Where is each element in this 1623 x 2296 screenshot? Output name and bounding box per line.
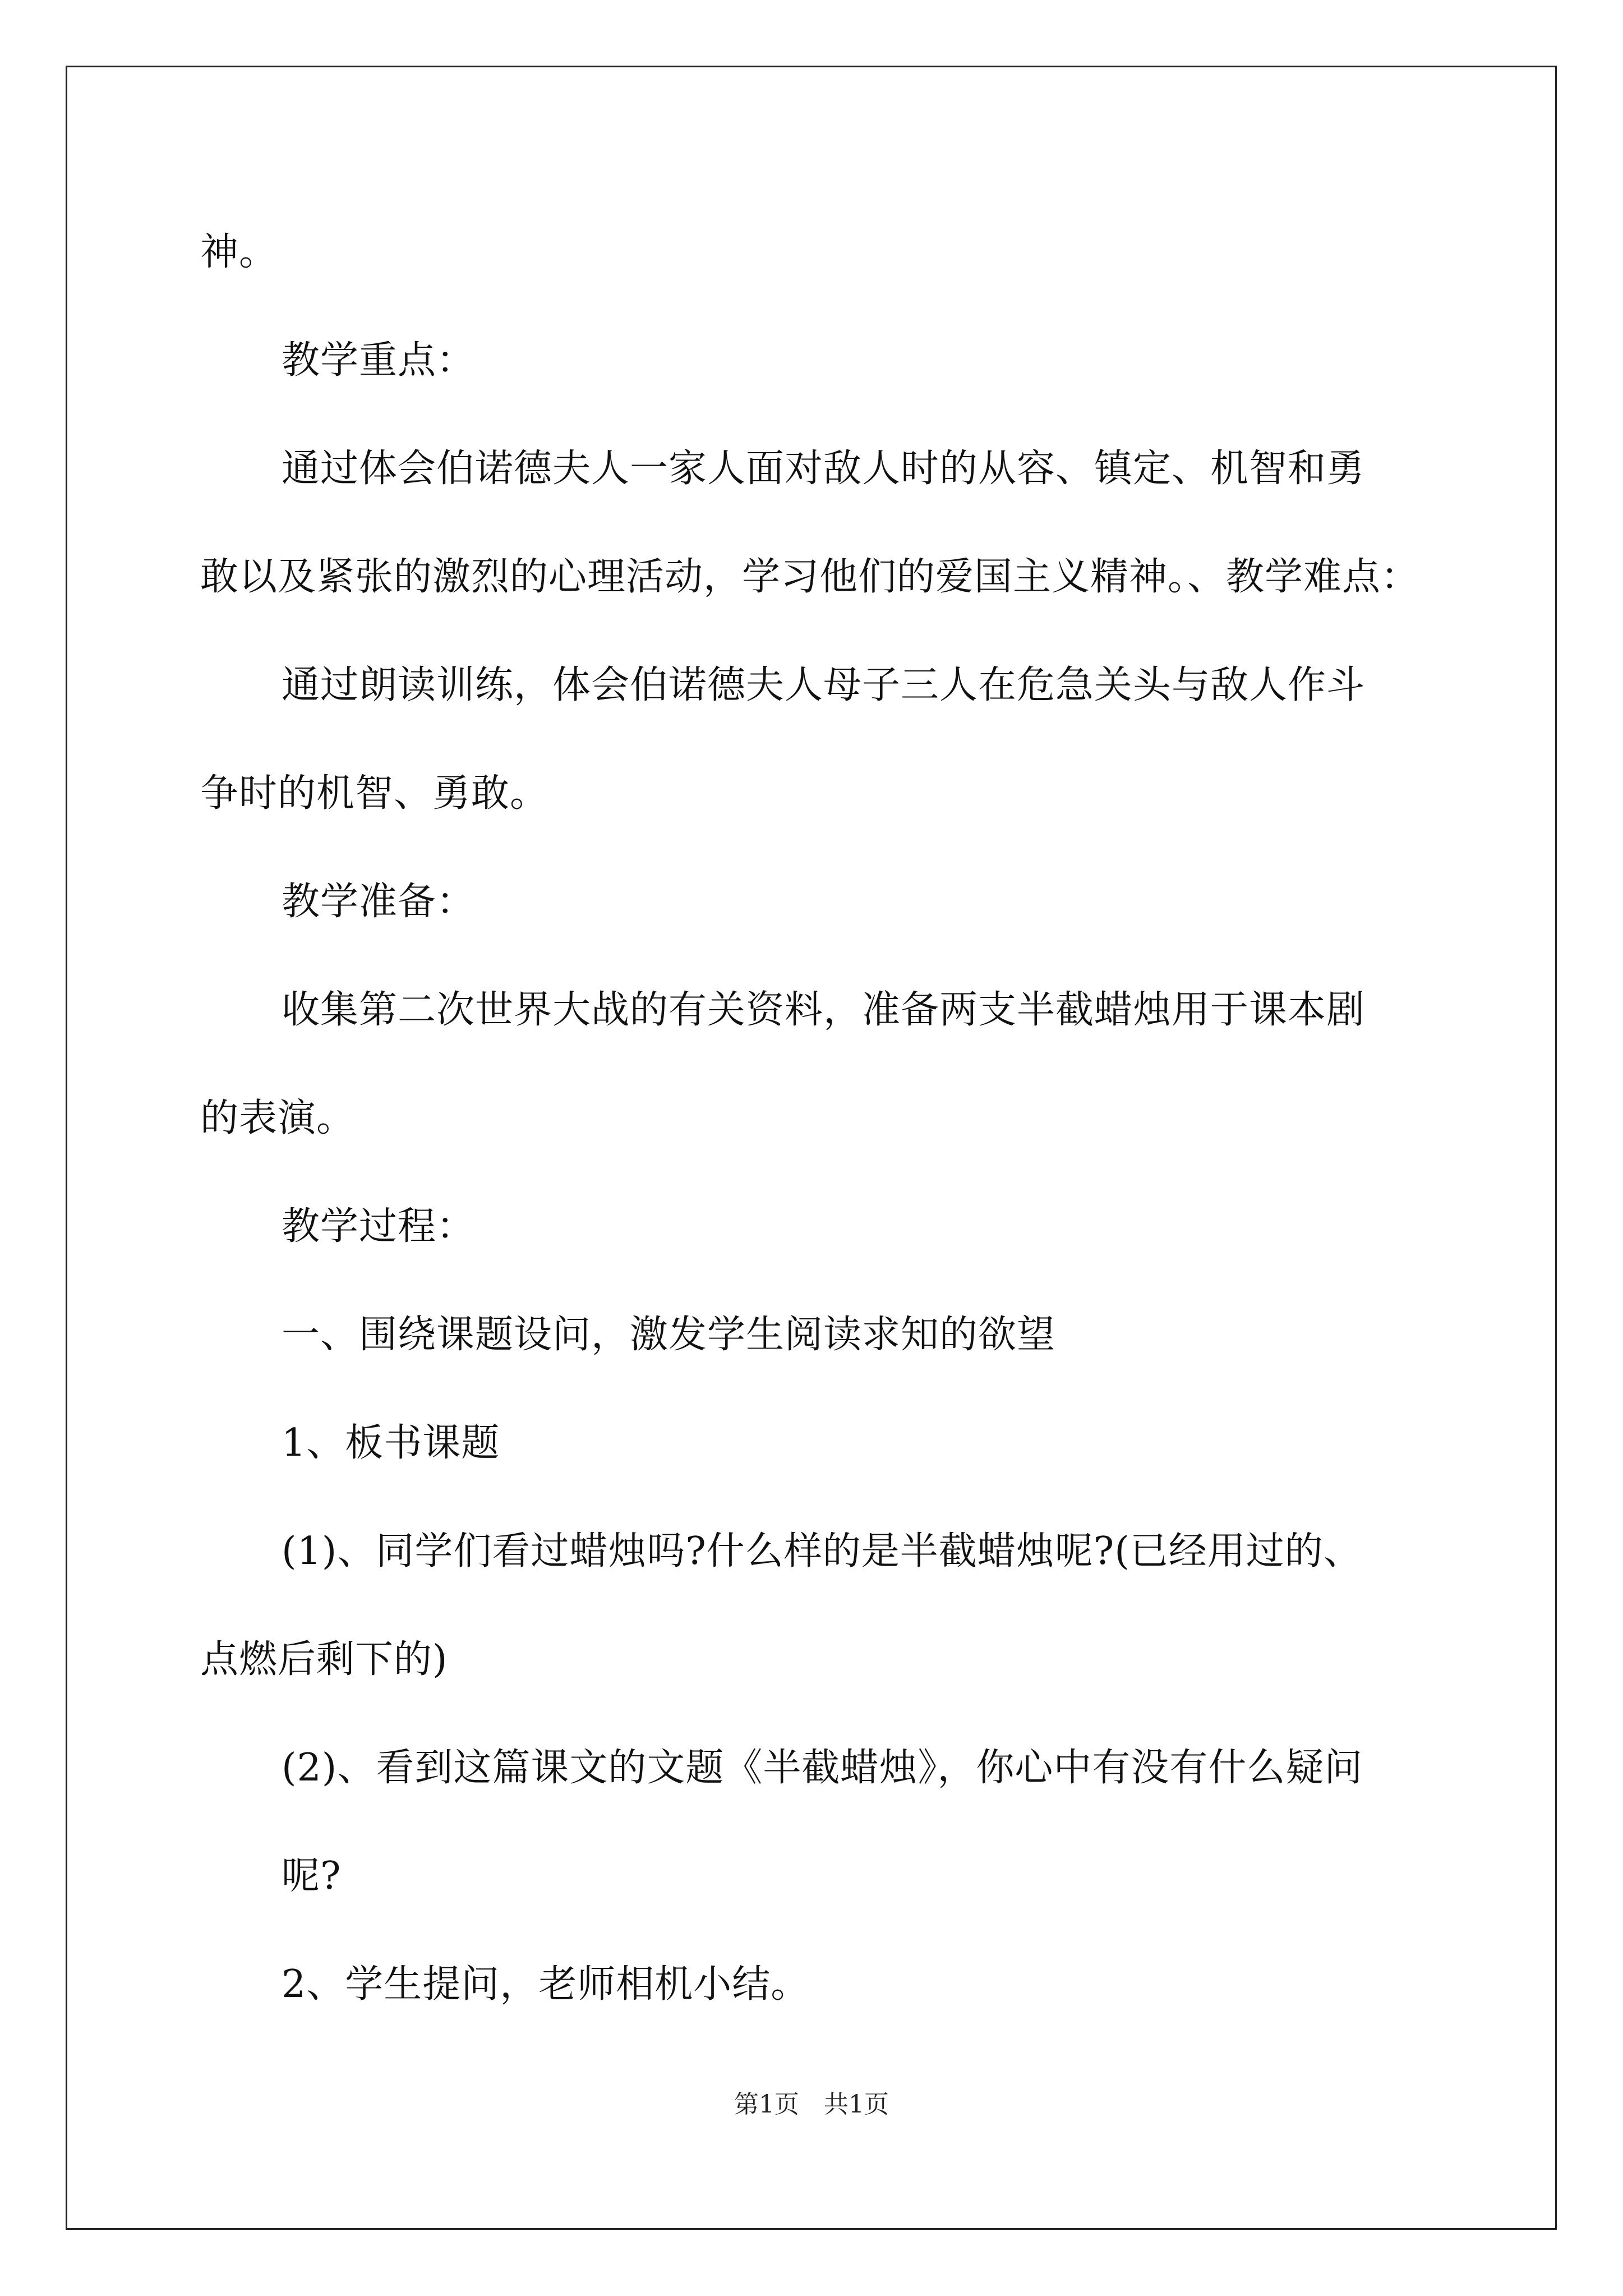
paragraph-line: 通过朗读训练，体会伯诺德夫人母子三人在危急关头与敌人作斗 xyxy=(282,663,1366,707)
paragraph-line: (2)、看到这篇课文的文题《半截蜡烛》，你心中有没有什么疑问 xyxy=(282,1746,1363,1790)
page-border xyxy=(66,66,1557,2230)
paragraph-line: 呢? xyxy=(282,1854,342,1898)
paragraph-line: 1、板书课题 xyxy=(282,1421,500,1465)
paragraph-line: 2、学生提问，老师相机小结。 xyxy=(282,1962,810,2007)
paragraph-line: 点燃后剩下的) xyxy=(200,1637,448,1682)
paragraph-line: 一、围绕课题设问，激发学生阅读求知的欲望 xyxy=(282,1313,1056,1357)
paragraph-line: 收集第二次世界大战的有关资料，准备两支半截蜡烛用于课本剧 xyxy=(282,988,1366,1032)
paragraph-line: (1)、同学们看过蜡烛吗?什么样的是半截蜡烛呢?(已经用过的、 xyxy=(282,1529,1362,1573)
page-footer xyxy=(0,2090,1623,2119)
section-heading: 教学过程： xyxy=(282,1204,476,1249)
section-heading: 教学重点： xyxy=(282,338,476,383)
paragraph-line: 神。 xyxy=(200,230,278,274)
paragraph-line: 敢以及紧张的激烈的心理活动，学习他们的爱国主义精神。、教学难点： xyxy=(200,555,1420,599)
paragraph-line: 通过体会伯诺德夫人一家人面对敌人时的从容、镇定、机智和勇 xyxy=(282,447,1366,491)
paragraph-line: 的表演。 xyxy=(200,1096,356,1140)
paragraph-line: 争时的机智、勇敢。 xyxy=(200,771,549,816)
page-number-label: 第1页 共1页 xyxy=(734,2090,889,2119)
section-heading: 教学准备： xyxy=(282,880,476,924)
